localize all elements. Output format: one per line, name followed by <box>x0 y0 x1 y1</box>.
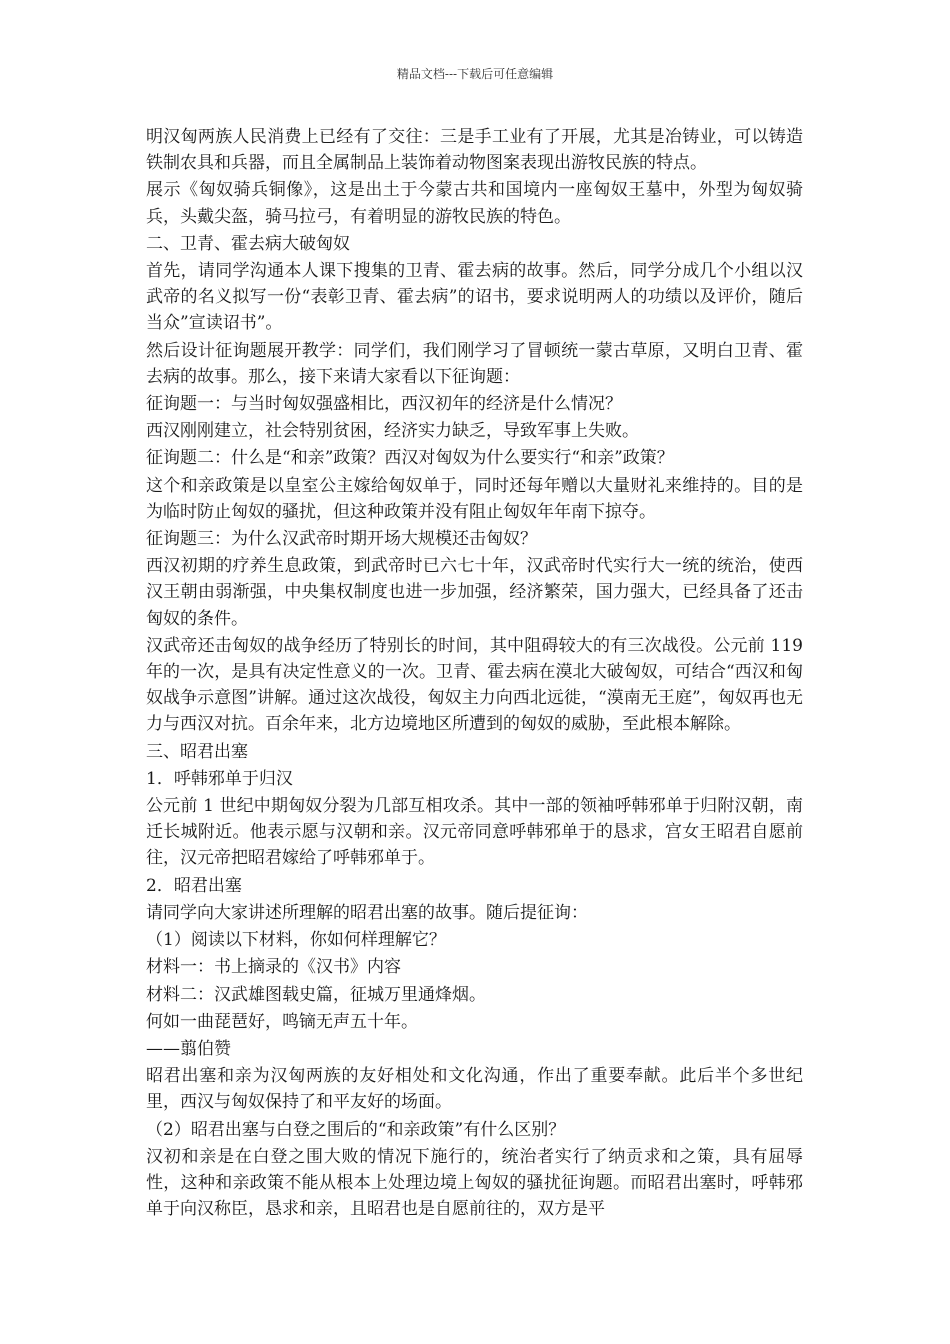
paragraph: 展示《匈奴骑兵铜像》，这是出土于今蒙古共和国境内一座匈奴王墓中，外型为匈奴骑兵，头戴尖盔，骑马拉弓，有着明显的游牧民族的特色。 <box>146 180 803 227</box>
question: （2）昭君出塞与白登之围后的“和亲政策”有什么区别？ <box>146 1119 566 1140</box>
question: 征询题二：什么是“和亲”政策？西汉对匈奴为什么要实行“和亲”政策？ <box>146 448 674 469</box>
question: 征询题一：与当时匈奴强盛相比，西汉初年的经济是什么情况？ <box>146 394 622 415</box>
section-heading: 二、卫青、霍去病大破匈奴 <box>146 233 350 254</box>
paragraph: 请同学向大家讲述所理解的昭君出塞的故事。随后提征询： <box>146 902 588 923</box>
subsection-heading: 1．呼韩邪单于归汉 <box>146 768 293 789</box>
page-header: 精品文档---下载后可任意编辑 <box>396 67 554 81</box>
document-body <box>146 124 803 1223</box>
paragraph: 昭君出塞和亲为汉匈两族的友好相处和文化沟通，作出了重要奉献。此后半个多世纪里，西汉与匈奴保持了和平友好的场面。 <box>146 1066 803 1113</box>
section-heading: 三、昭君出塞 <box>146 741 248 762</box>
answer: 西汉刚刚建立，社会特别贫困，经济实力缺乏，导致军事上失败。 <box>146 421 639 442</box>
answer: 这个和亲政策是以皇室公主嫁给匈奴单于，同时还每年赠以大量财礼来维持的。目的是为临时防止匈奴的骚扰，但这种政策并没有阻止匈奴年年南下掠夺。 <box>146 475 803 522</box>
poem-attribution: ——翦伯赞 <box>146 1038 231 1059</box>
paragraph: 汉初和亲是在白登之围大败的情况下施行的，统治者实行了纳贡求和之策，具有屈辱性，这种和亲政策不能从根本上处理边境上匈奴的骚扰征询题。而昭君出塞时，呼韩邪单于向汉称臣，恳求和亲，且昭君也是自愿前往的，双方是平 <box>146 1146 803 1220</box>
material-line: 材料一：书上摘录的《汉书》内容 <box>146 957 401 978</box>
paragraph: 公元前 1 世纪中期匈奴分裂为几部互相攻杀。其中一部的领袖呼韩邪单于归附汉朝，南迁长城附近。他表示愿与汉朝和亲。汉元帝同意呼韩邪单于的恳求，宫女王昭君自愿前往，汉元帝把昭君嫁给了呼韩邪单于。 <box>146 796 803 869</box>
answer: 西汉初期的疗养生息政策，到武帝时已六七十年，汉武帝时代实行大一统的统治，使西汉王朝由弱渐强，中央集权制度也进一步加强，经济繁荣，国力强大，已经具备了还击匈奴的条件。 <box>146 556 803 629</box>
question: （1）阅读以下材料，你如何样理解它？ <box>146 930 446 951</box>
material-line: 材料二：汉武雄图载史篇，征城万里通烽烟。 <box>146 984 486 1005</box>
paragraph: 首先，请同学沟通本人课下搜集的卫青、霍去病的故事。然后，同学分成几个小组以汉武帝的名义拟写一份“表彰卫青、霍去病”的诏书，要求说明两人的功绩以及评价，随后当众”宣读诏书”。 <box>146 261 803 334</box>
question: 征询题三：为什么汉武帝时期开场大规模还击匈奴？ <box>146 529 537 550</box>
poem-line: 何如一曲琵琶好，鸣镝无声五十年。 <box>146 1011 418 1032</box>
paragraph: 汉武帝还击匈奴的战争经历了特别长的时间，其中阻碍较大的有三次战役。公元前 119 年的一次，是具有决定性意义的一次。卫青、霍去病在漠北大破匈奴，可结合“西汉和匈奴战争示意图”讲解。通过这次战役，匈奴主力向西北远徙，“漠南无王庭”，匈奴再也无力与西汉对抗。百余年来，北方边境地区所遭到的匈奴的威胁，至此根本解除。 <box>146 635 803 735</box>
subsection-heading: 2．昭君出塞 <box>146 875 242 896</box>
paragraph: 然后设计征询题展开教学：同学们，我们刚学习了冒顿统一蒙古草原，又明白卫青、霍去病的故事。那么，接下来请大家看以下征询题： <box>146 340 803 387</box>
paragraph: 明汉匈两族人民消费上已经有了交往：三是手工业有了开展，尤其是冶铸业，可以铸造铁制农具和兵器，而且全属制品上装饰着动物图案表现出游牧民族的特点。 <box>146 127 803 174</box>
